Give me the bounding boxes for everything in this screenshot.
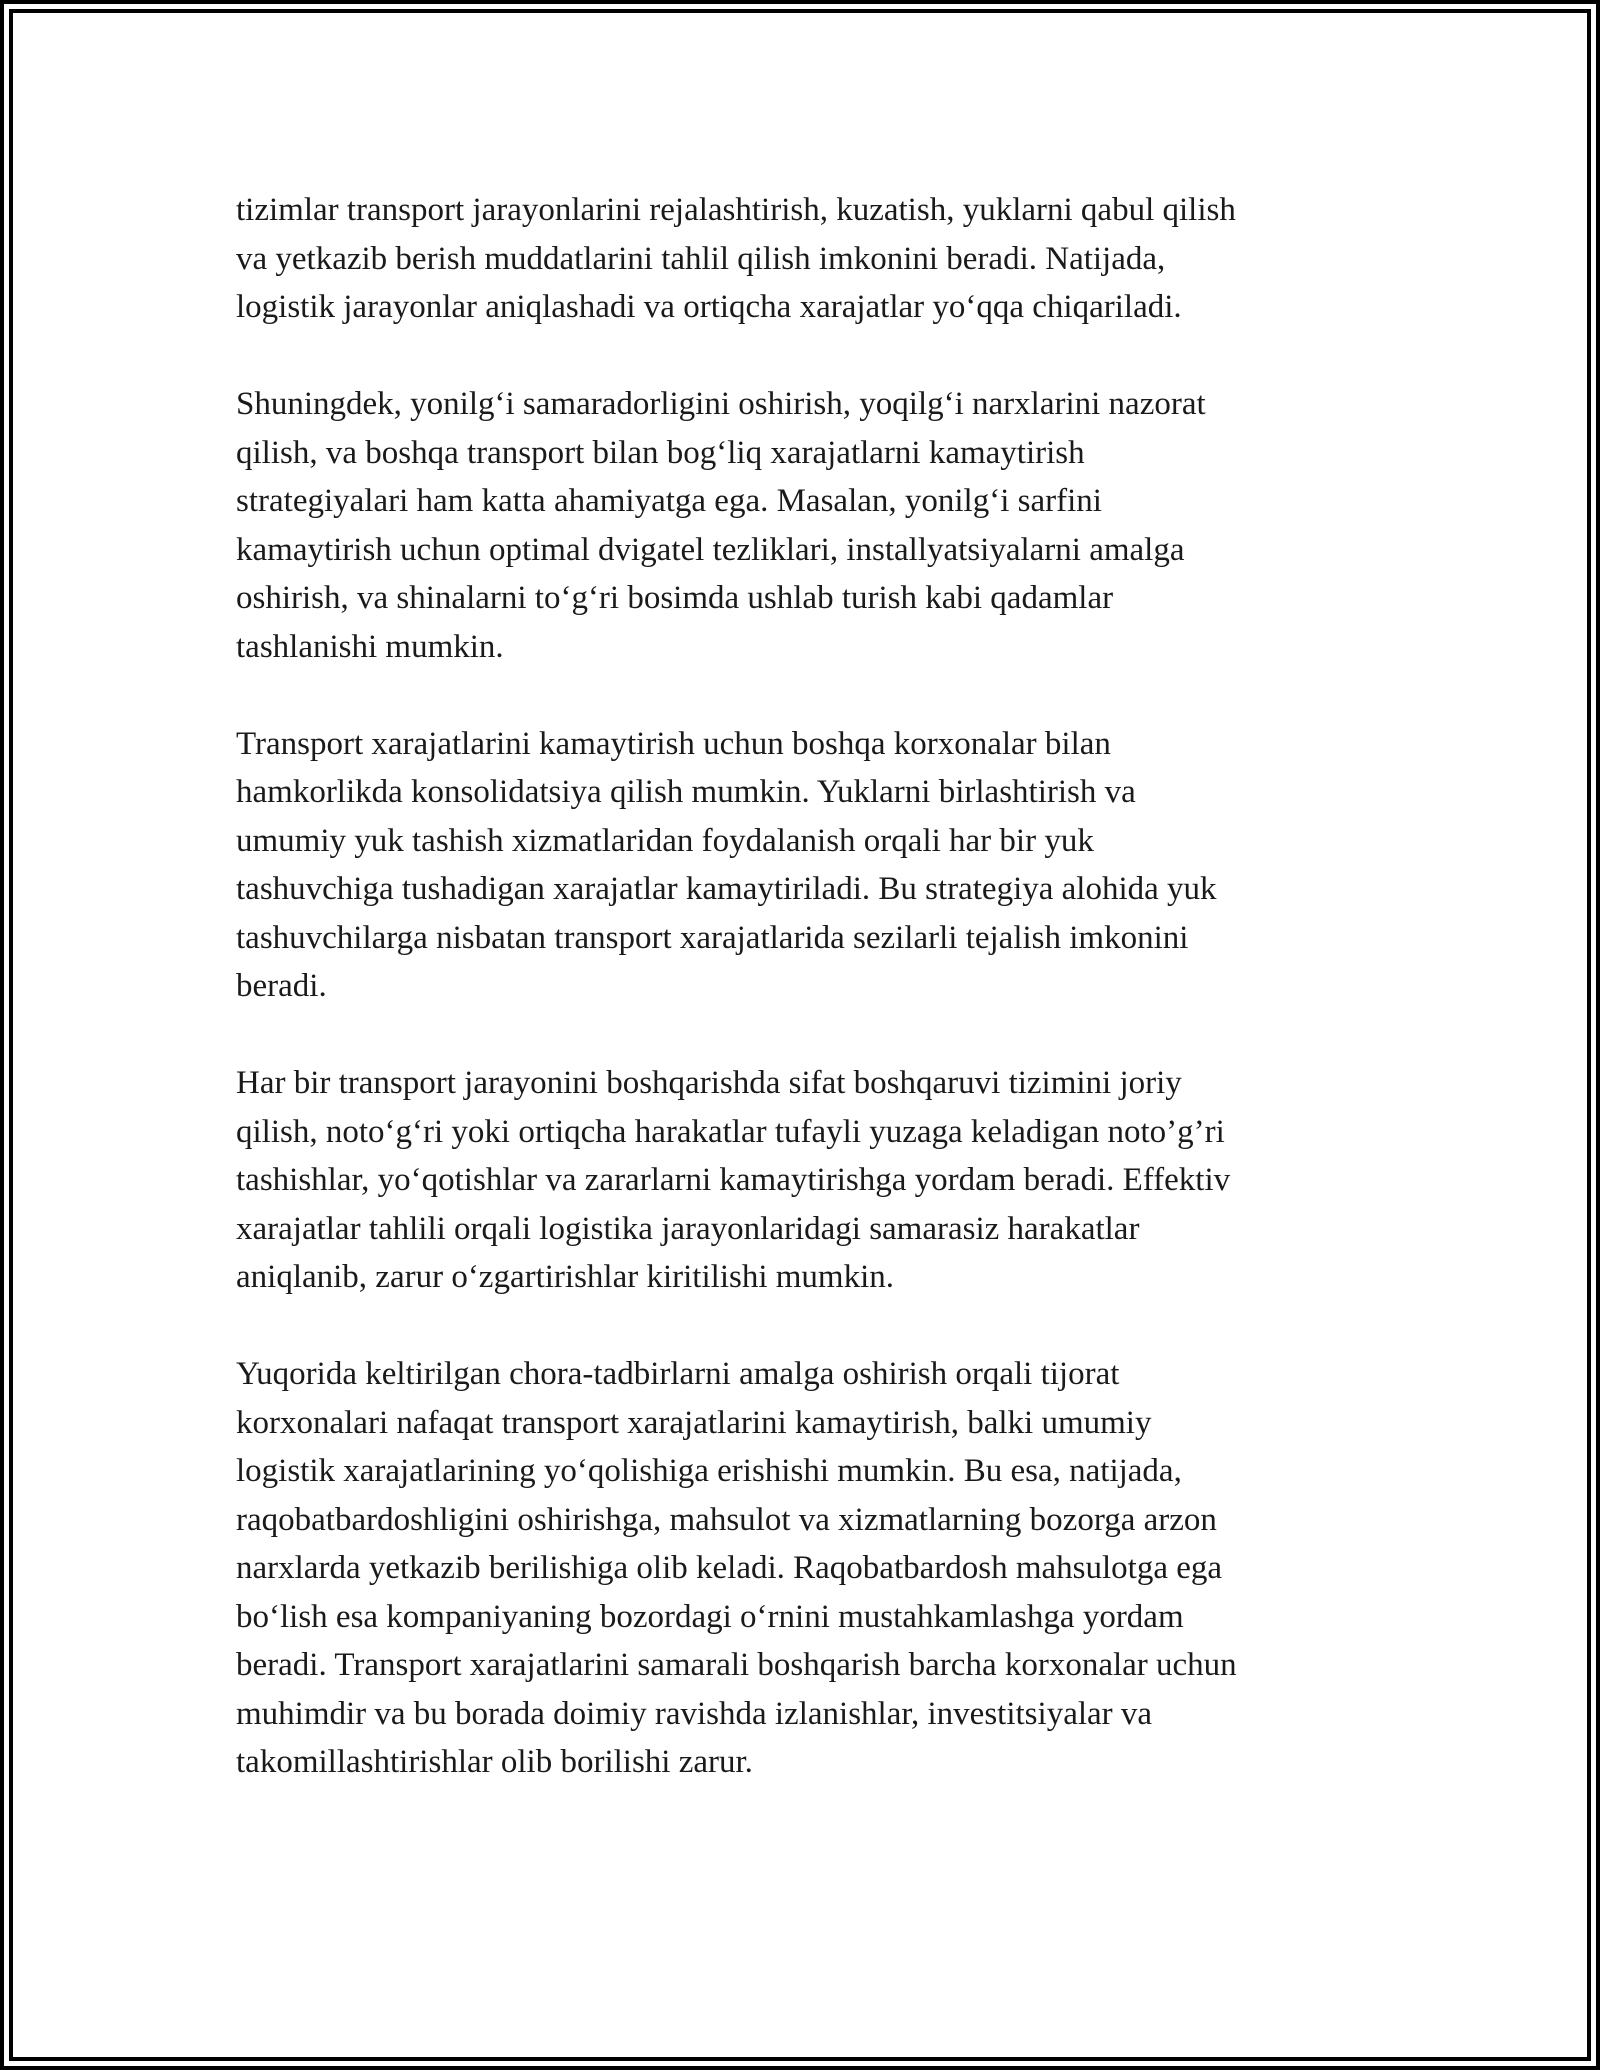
text-line: bo‘lish esa kompaniyaning bozordagi o‘rnini mustahkamlashga yordam [236,1598,1184,1635]
text-line: logistik xarajatlarining yo‘qolishiga erishishi mumkin. Bu esa, natijada, [236,1453,1182,1489]
text-line: tizimlar transport jarayonlarini rejalashtirish, kuzatish, yuklarni qabul qilish [236,192,1236,228]
paragraph-3 [236,720,1366,1011]
text-line: strategiyalari ham katta ahamiyatga ega. Masalan, yonilg‘i sarfini [236,483,1102,519]
text-line: xarajatlar tahlili orqali logistika jarayonlaridagi samarasiz harakatlar [236,1210,1140,1247]
document-body [236,186,1366,1835]
text-line: logistik jarayonlar aniqlashadi va ortiqcha xarajatlar yo‘qqa chiqariladi. [236,289,1182,325]
text-line: tashlanishi mumkin. [236,628,504,665]
text-line: va yetkazib berish muddatlarini tahlil qilish imkonini beradi. Natijada, [236,240,1166,277]
text-line: korxonalari nafaqat transport xarajatlarini kamaytirish, balki umumiy [236,1404,1152,1441]
text-line: takomillashtirishlar olib borilishi zarur. [236,1744,753,1780]
text-line: beradi. [236,968,327,1004]
text-line: narxlarda yetkazib berilishiga olib keladi. Raqobatbardosh mahsulotga ega [236,1550,1223,1586]
text-line: muhimdir va bu borada doimiy ravishda izlanishlar, investitsiyalar va [236,1695,1153,1732]
text-line: Har bir transport jarayonini boshqarishda sifat boshqaruvi tizimini joriy [236,1065,1182,1101]
text-line: tashuvchiga tushadigan xarajatlar kamaytiriladi. Bu strategiya alohida yuk [236,871,1217,907]
text-line: Yuqorida keltirilgan chora-tadbirlarni amalga oshirish orqali tijorat [236,1356,1120,1392]
paragraph-4 [236,1059,1366,1302]
text-line: tashuvchilarga nisbatan transport xarajatlarida sezilarli tejalish imkonini [236,919,1189,956]
text-line: raqobatbardoshligini oshirishga, mahsulot va xizmatlarning bozorga arzon [236,1501,1217,1538]
text-line: umumiy yuk tashish xizmatlaridan foydalanish orqali har bir yuk [236,822,1094,859]
paragraph-2 [236,380,1366,671]
text-line: Shuningdek, yonilg‘i samaradorligini oshirish, yoqilg‘i narxlarini nazorat [236,386,1206,422]
text-line: beradi. Transport xarajatlarini samarali boshqarish barcha korxonalar uchun [236,1647,1237,1683]
paragraph-5 [236,1350,1366,1787]
text-line: hamkorlikda konsolidatsiya qilish mumkin. Yuklarni birlashtirish va [236,774,1136,810]
paragraph-1 [236,186,1366,332]
text-line: qilish, va boshqa transport bilan bog‘liq xarajatlarni kamaytirish [236,434,1085,471]
text-line: kamaytirish uchun optimal dvigatel tezliklari, installyatsiyalarni amalga [236,531,1185,568]
text-line: qilish, noto‘g‘ri yoki ortiqcha harakatlar tufayli yuzaga keladigan noto’g’ri [236,1113,1225,1150]
text-line: oshirish, va shinalarni to‘g‘ri bosimda ushlab turish kabi qadamlar [236,580,1114,616]
text-line: tashishlar, yo‘qotishlar va zararlarni kamaytirishga yordam beradi. Effektiv [236,1162,1231,1198]
text-line: aniqlanib, zarur o‘zgartirishlar kiritilishi mumkin. [236,1259,895,1295]
text-line: Transport xarajatlarini kamaytirish uchun boshqa korxonalar bilan [236,725,1111,762]
